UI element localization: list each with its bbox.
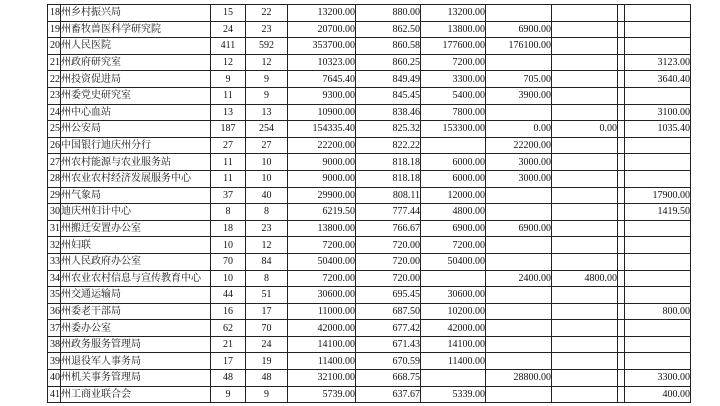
headcount-a-cell: 24 — [211, 21, 246, 38]
headcount-a-cell: 48 — [211, 370, 246, 387]
per-capita-cell: 825.32 — [356, 121, 421, 138]
amount-e-cell: 177600.00 — [421, 38, 486, 55]
headcount-b-cell: 9 — [246, 71, 288, 88]
amount-g-cell — [552, 154, 618, 171]
amount-h-cell — [618, 38, 625, 55]
total-amount-cell: 154335.40 — [288, 121, 356, 138]
total-amount-cell: 6219.50 — [288, 204, 356, 221]
unit-name-cell: 州畜牧兽医科学研究院 — [61, 21, 211, 38]
amount-g-cell — [552, 320, 618, 337]
per-capita-cell: 687.50 — [356, 303, 421, 320]
unit-name-cell: 州气象局 — [61, 187, 211, 204]
headcount-a-cell: 62 — [211, 320, 246, 337]
row-number-cell: 24 — [48, 104, 61, 121]
amount-e-cell — [421, 137, 486, 154]
headcount-a-cell: 15 — [211, 5, 246, 22]
amount-e-cell: 5339.00 — [421, 386, 486, 403]
total-amount-cell: 7200.00 — [288, 237, 356, 254]
amount-i-cell: 800.00 — [625, 303, 691, 320]
table-row — [48, 353, 691, 370]
total-amount-cell: 9000.00 — [288, 170, 356, 187]
amount-g-cell — [552, 170, 618, 187]
amount-h-cell — [618, 87, 625, 104]
headcount-a-cell: 10 — [211, 237, 246, 254]
amount-f-cell — [486, 336, 552, 353]
amount-g-cell — [552, 71, 618, 88]
headcount-b-cell: 23 — [246, 21, 288, 38]
amount-h-cell — [618, 170, 625, 187]
amount-i-cell: 3300.00 — [625, 370, 691, 387]
amount-f-cell — [486, 303, 552, 320]
amount-i-cell — [625, 38, 691, 55]
amount-i-cell — [625, 336, 691, 353]
headcount-b-cell: 9 — [246, 87, 288, 104]
unit-name-cell: 州政府研究室 — [61, 54, 211, 71]
row-number-cell: 26 — [48, 137, 61, 154]
row-number-cell: 19 — [48, 21, 61, 38]
table-row — [48, 21, 691, 38]
row-number-cell: 23 — [48, 87, 61, 104]
per-capita-cell: 818.18 — [356, 170, 421, 187]
amount-e-cell: 10200.00 — [421, 303, 486, 320]
row-number-cell: 21 — [48, 54, 61, 71]
total-amount-cell: 13200.00 — [288, 5, 356, 22]
unit-name-cell: 州投资促进局 — [61, 71, 211, 88]
table-row — [48, 237, 691, 254]
per-capita-cell: 808.11 — [356, 187, 421, 204]
table-row — [48, 137, 691, 154]
total-amount-cell: 9300.00 — [288, 87, 356, 104]
unit-name-cell: 州委办公室 — [61, 320, 211, 337]
amount-i-cell: 1419.50 — [625, 204, 691, 221]
amount-f-cell: 3000.00 — [486, 154, 552, 171]
headcount-a-cell: 9 — [211, 386, 246, 403]
amount-f-cell: 0.00 — [486, 121, 552, 138]
table-row — [48, 5, 691, 22]
total-amount-cell: 9000.00 — [288, 154, 356, 171]
headcount-a-cell: 44 — [211, 287, 246, 304]
row-number-cell: 18 — [48, 5, 61, 22]
amount-i-cell — [625, 353, 691, 370]
amount-g-cell — [552, 386, 618, 403]
headcount-b-cell: 12 — [246, 237, 288, 254]
headcount-a-cell: 16 — [211, 303, 246, 320]
amount-h-cell — [618, 121, 625, 138]
per-capita-cell: 880.00 — [356, 5, 421, 22]
amount-g-cell — [552, 237, 618, 254]
table-row — [48, 270, 691, 287]
headcount-a-cell: 18 — [211, 220, 246, 237]
amount-e-cell: 6000.00 — [421, 154, 486, 171]
amount-g-cell — [552, 303, 618, 320]
per-capita-cell: 670.59 — [356, 353, 421, 370]
amount-g-cell — [552, 204, 618, 221]
per-capita-cell: 849.49 — [356, 71, 421, 88]
headcount-b-cell: 10 — [246, 154, 288, 171]
amount-i-cell — [625, 137, 691, 154]
table-row — [48, 121, 691, 138]
amount-h-cell — [618, 287, 625, 304]
amount-g-cell — [552, 5, 618, 22]
amount-e-cell: 7800.00 — [421, 104, 486, 121]
row-number-cell: 35 — [48, 287, 61, 304]
row-number-cell: 34 — [48, 270, 61, 287]
amount-i-cell: 3100.00 — [625, 104, 691, 121]
headcount-a-cell: 37 — [211, 187, 246, 204]
total-amount-cell: 32100.00 — [288, 370, 356, 387]
amount-g-cell — [552, 187, 618, 204]
amount-h-cell — [618, 187, 625, 204]
row-number-cell: 37 — [48, 320, 61, 337]
unit-name-cell: 州人民医院 — [61, 38, 211, 55]
headcount-a-cell: 411 — [211, 38, 246, 55]
amount-i-cell: 400.00 — [625, 386, 691, 403]
per-capita-cell: 671.43 — [356, 336, 421, 353]
total-amount-cell: 5739.00 — [288, 386, 356, 403]
total-amount-cell: 7645.40 — [288, 71, 356, 88]
amount-e-cell: 13800.00 — [421, 21, 486, 38]
amount-f-cell: 705.00 — [486, 71, 552, 88]
amount-f-cell — [486, 287, 552, 304]
amount-f-cell — [486, 253, 552, 270]
total-amount-cell: 11000.00 — [288, 303, 356, 320]
total-amount-cell: 13800.00 — [288, 220, 356, 237]
per-capita-cell: 677.42 — [356, 320, 421, 337]
amount-g-cell — [552, 38, 618, 55]
headcount-a-cell: 10 — [211, 270, 246, 287]
amount-h-cell — [618, 253, 625, 270]
unit-name-cell: 州农业农村信息与宣传教育中心 — [61, 270, 211, 287]
per-capita-cell: 637.67 — [356, 386, 421, 403]
amount-f-cell — [486, 320, 552, 337]
total-amount-cell: 10900.00 — [288, 104, 356, 121]
amount-h-cell — [618, 270, 625, 287]
headcount-b-cell: 10 — [246, 170, 288, 187]
headcount-a-cell: 8 — [211, 204, 246, 221]
total-amount-cell: 20700.00 — [288, 21, 356, 38]
data-table — [47, 4, 691, 403]
row-number-cell: 30 — [48, 204, 61, 221]
unit-name-cell: 州妇联 — [61, 237, 211, 254]
unit-name-cell: 州农业农村经济发展服务中心 — [61, 170, 211, 187]
amount-e-cell: 153300.00 — [421, 121, 486, 138]
table-row — [48, 104, 691, 121]
per-capita-cell: 720.00 — [356, 237, 421, 254]
per-capita-cell: 695.45 — [356, 287, 421, 304]
amount-i-cell — [625, 5, 691, 22]
headcount-a-cell: 13 — [211, 104, 246, 121]
table-row — [48, 154, 691, 171]
amount-g-cell — [552, 336, 618, 353]
unit-name-cell: 州交通运输局 — [61, 287, 211, 304]
headcount-b-cell: 9 — [246, 386, 288, 403]
amount-i-cell — [625, 287, 691, 304]
amount-f-cell — [486, 187, 552, 204]
amount-i-cell — [625, 170, 691, 187]
unit-name-cell: 州农村能源与农业服务站 — [61, 154, 211, 171]
amount-h-cell — [618, 154, 625, 171]
headcount-b-cell: 40 — [246, 187, 288, 204]
amount-g-cell — [552, 353, 618, 370]
amount-f-cell — [486, 353, 552, 370]
amount-i-cell — [625, 220, 691, 237]
unit-name-cell: 迪庆州妇计中心 — [61, 204, 211, 221]
amount-e-cell: 7200.00 — [421, 54, 486, 71]
headcount-a-cell: 27 — [211, 137, 246, 154]
amount-i-cell: 3640.40 — [625, 71, 691, 88]
amount-e-cell: 5400.00 — [421, 87, 486, 104]
headcount-b-cell: 70 — [246, 320, 288, 337]
headcount-b-cell: 24 — [246, 336, 288, 353]
table-row — [48, 336, 691, 353]
amount-h-cell — [618, 137, 625, 154]
amount-g-cell — [552, 87, 618, 104]
per-capita-cell: 668.75 — [356, 370, 421, 387]
total-amount-cell: 11400.00 — [288, 353, 356, 370]
unit-name-cell: 州委党史研究室 — [61, 87, 211, 104]
amount-h-cell — [618, 336, 625, 353]
row-number-cell: 36 — [48, 303, 61, 320]
amount-h-cell — [618, 370, 625, 387]
table-row — [48, 287, 691, 304]
amount-h-cell — [618, 237, 625, 254]
amount-i-cell: 1035.40 — [625, 121, 691, 138]
amount-i-cell — [625, 320, 691, 337]
amount-g-cell — [552, 287, 618, 304]
row-number-cell: 33 — [48, 253, 61, 270]
amount-e-cell: 4800.00 — [421, 204, 486, 221]
table-body — [48, 5, 691, 403]
headcount-b-cell: 17 — [246, 303, 288, 320]
per-capita-cell: 838.46 — [356, 104, 421, 121]
total-amount-cell: 353700.00 — [288, 38, 356, 55]
headcount-a-cell: 187 — [211, 121, 246, 138]
unit-name-cell: 州乡村振兴局 — [61, 5, 211, 22]
row-number-cell: 27 — [48, 154, 61, 171]
headcount-a-cell: 70 — [211, 253, 246, 270]
headcount-b-cell: 51 — [246, 287, 288, 304]
amount-g-cell — [552, 253, 618, 270]
amount-h-cell — [618, 386, 625, 403]
headcount-b-cell: 254 — [246, 121, 288, 138]
row-number-cell: 39 — [48, 353, 61, 370]
table-row — [48, 386, 691, 403]
headcount-b-cell: 22 — [246, 5, 288, 22]
amount-h-cell — [618, 220, 625, 237]
amount-g-cell — [552, 220, 618, 237]
headcount-b-cell: 8 — [246, 270, 288, 287]
table-row — [48, 54, 691, 71]
amount-f-cell — [486, 237, 552, 254]
row-number-cell: 28 — [48, 170, 61, 187]
table-row — [48, 87, 691, 104]
table-row — [48, 38, 691, 55]
headcount-b-cell: 23 — [246, 220, 288, 237]
row-number-cell: 41 — [48, 386, 61, 403]
per-capita-cell: 818.18 — [356, 154, 421, 171]
headcount-b-cell: 8 — [246, 204, 288, 221]
amount-i-cell — [625, 253, 691, 270]
table-row — [48, 370, 691, 387]
amount-f-cell — [486, 104, 552, 121]
amount-f-cell — [486, 5, 552, 22]
table-row — [48, 204, 691, 221]
amount-h-cell — [618, 54, 625, 71]
amount-e-cell: 14100.00 — [421, 336, 486, 353]
amount-g-cell: 0.00 — [552, 121, 618, 138]
amount-h-cell — [618, 204, 625, 221]
amount-f-cell: 3900.00 — [486, 87, 552, 104]
per-capita-cell: 860.25 — [356, 54, 421, 71]
amount-e-cell: 3300.00 — [421, 71, 486, 88]
amount-g-cell: 4800.00 — [552, 270, 618, 287]
amount-e-cell: 13200.00 — [421, 5, 486, 22]
amount-h-cell — [618, 303, 625, 320]
unit-name-cell: 州中心血站 — [61, 104, 211, 121]
headcount-b-cell: 19 — [246, 353, 288, 370]
unit-name-cell: 州公安局 — [61, 121, 211, 138]
total-amount-cell: 50400.00 — [288, 253, 356, 270]
table-row — [48, 303, 691, 320]
amount-g-cell — [552, 104, 618, 121]
unit-name-cell: 州人民政府办公室 — [61, 253, 211, 270]
per-capita-cell: 862.50 — [356, 21, 421, 38]
per-capita-cell: 860.58 — [356, 38, 421, 55]
headcount-a-cell: 21 — [211, 336, 246, 353]
table-row — [48, 320, 691, 337]
headcount-a-cell: 11 — [211, 87, 246, 104]
amount-i-cell — [625, 87, 691, 104]
unit-name-cell: 中国银行迪庆州分行 — [61, 137, 211, 154]
amount-f-cell — [486, 204, 552, 221]
per-capita-cell: 720.00 — [356, 253, 421, 270]
amount-e-cell: 30600.00 — [421, 287, 486, 304]
per-capita-cell: 845.45 — [356, 87, 421, 104]
row-number-cell: 32 — [48, 237, 61, 254]
total-amount-cell: 29900.00 — [288, 187, 356, 204]
total-amount-cell: 30600.00 — [288, 287, 356, 304]
row-number-cell: 40 — [48, 370, 61, 387]
per-capita-cell: 777.44 — [356, 204, 421, 221]
unit-name-cell: 州工商业联合会 — [61, 386, 211, 403]
amount-h-cell — [618, 104, 625, 121]
headcount-a-cell: 11 — [211, 154, 246, 171]
amount-h-cell — [618, 353, 625, 370]
unit-name-cell: 州政务服务管理局 — [61, 336, 211, 353]
amount-f-cell: 2400.00 — [486, 270, 552, 287]
amount-i-cell: 17900.00 — [625, 187, 691, 204]
amount-f-cell — [486, 54, 552, 71]
amount-h-cell — [618, 71, 625, 88]
unit-name-cell: 州委老干部局 — [61, 303, 211, 320]
table-row — [48, 170, 691, 187]
headcount-b-cell: 48 — [246, 370, 288, 387]
headcount-a-cell: 11 — [211, 170, 246, 187]
amount-e-cell — [421, 270, 486, 287]
unit-name-cell: 州退役军人事务局 — [61, 353, 211, 370]
table-row — [48, 71, 691, 88]
row-number-cell: 22 — [48, 71, 61, 88]
amount-i-cell — [625, 21, 691, 38]
row-number-cell: 20 — [48, 38, 61, 55]
headcount-b-cell: 84 — [246, 253, 288, 270]
total-amount-cell: 7200.00 — [288, 270, 356, 287]
row-number-cell: 31 — [48, 220, 61, 237]
amount-i-cell — [625, 270, 691, 287]
per-capita-cell: 720.00 — [356, 270, 421, 287]
table-row — [48, 253, 691, 270]
amount-e-cell: 42000.00 — [421, 320, 486, 337]
amount-e-cell: 6900.00 — [421, 220, 486, 237]
amount-e-cell: 6000.00 — [421, 170, 486, 187]
amount-e-cell: 12000.00 — [421, 187, 486, 204]
amount-f-cell: 28800.00 — [486, 370, 552, 387]
headcount-b-cell: 12 — [246, 54, 288, 71]
headcount-a-cell: 12 — [211, 54, 246, 71]
amount-f-cell — [486, 386, 552, 403]
total-amount-cell: 14100.00 — [288, 336, 356, 353]
amount-e-cell: 50400.00 — [421, 253, 486, 270]
amount-g-cell — [552, 370, 618, 387]
amount-h-cell — [618, 320, 625, 337]
amount-f-cell: 3000.00 — [486, 170, 552, 187]
amount-f-cell: 22200.00 — [486, 137, 552, 154]
amount-i-cell: 3123.00 — [625, 54, 691, 71]
headcount-b-cell: 27 — [246, 137, 288, 154]
amount-f-cell: 6900.00 — [486, 220, 552, 237]
amount-h-cell — [618, 21, 625, 38]
table-row — [48, 220, 691, 237]
amount-f-cell: 6900.00 — [486, 21, 552, 38]
headcount-a-cell: 17 — [211, 353, 246, 370]
amount-g-cell — [552, 21, 618, 38]
amount-h-cell — [618, 5, 625, 22]
total-amount-cell: 22200.00 — [288, 137, 356, 154]
unit-name-cell: 州搬迁安置办公室 — [61, 220, 211, 237]
amount-g-cell — [552, 54, 618, 71]
amount-e-cell: 11400.00 — [421, 353, 486, 370]
unit-name-cell: 州机关事务管理局 — [61, 370, 211, 387]
row-number-cell: 38 — [48, 336, 61, 353]
row-number-cell: 29 — [48, 187, 61, 204]
headcount-a-cell: 9 — [211, 71, 246, 88]
amount-e-cell — [421, 370, 486, 387]
total-amount-cell: 10323.00 — [288, 54, 356, 71]
amount-i-cell — [625, 154, 691, 171]
headcount-b-cell: 13 — [246, 104, 288, 121]
total-amount-cell: 42000.00 — [288, 320, 356, 337]
row-number-cell: 25 — [48, 121, 61, 138]
amount-i-cell — [625, 237, 691, 254]
per-capita-cell: 766.67 — [356, 220, 421, 237]
amount-e-cell: 7200.00 — [421, 237, 486, 254]
amount-f-cell: 176100.00 — [486, 38, 552, 55]
table-row — [48, 187, 691, 204]
amount-g-cell — [552, 137, 618, 154]
headcount-b-cell: 592 — [246, 38, 288, 55]
per-capita-cell: 822.22 — [356, 137, 421, 154]
